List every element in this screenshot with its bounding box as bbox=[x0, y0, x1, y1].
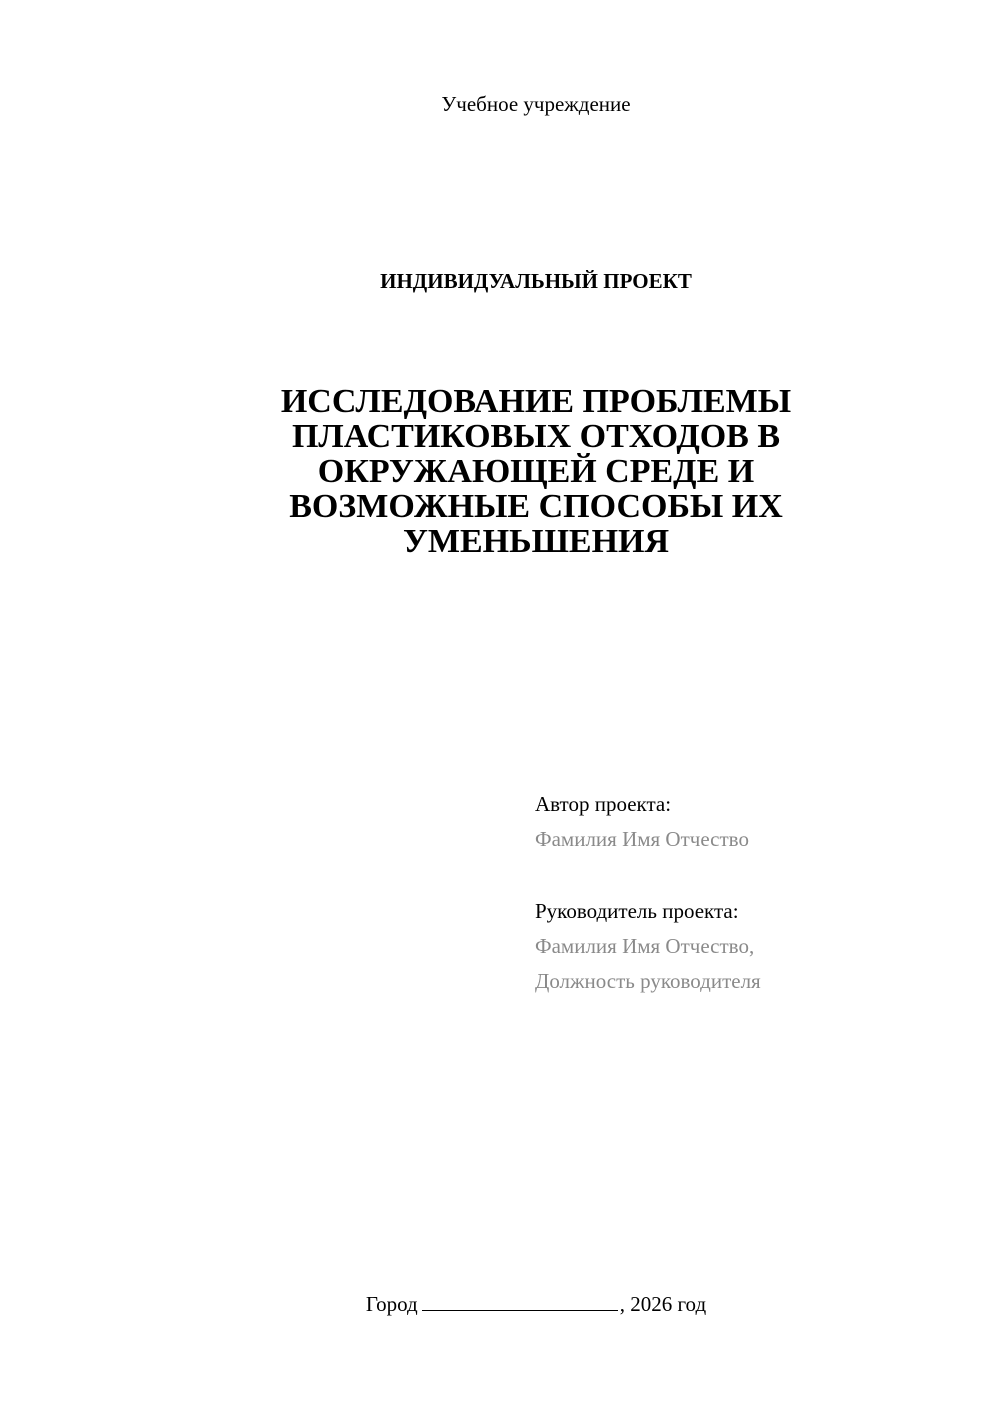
author-block bbox=[535, 787, 749, 857]
project-title-line: ПЛАСТИКОВЫХ ОТХОДОВ В bbox=[291, 418, 781, 455]
project-title-line: УМЕНЬШЕНИЯ bbox=[402, 523, 670, 560]
supervisor-block bbox=[535, 894, 761, 999]
project-title-line: ИССЛЕДОВАНИЕ ПРОБЛЕМЫ bbox=[280, 383, 792, 420]
project-title-line: ВОЗМОЖНЫЕ СПОСОБЫ ИХ bbox=[289, 488, 783, 525]
document-type: ИНДИВИДУАЛЬНЫЙ ПРОЕКТ bbox=[380, 269, 692, 293]
supervisor-label: Руководитель проекта: bbox=[535, 899, 739, 923]
author-label: Автор проекта: bbox=[535, 792, 672, 816]
city-label: Город bbox=[365, 1292, 418, 1316]
footer-city-year bbox=[0, 1290, 1000, 1317]
project-title-line: ОКРУЖАЮЩЕЙ СРЕДЕ И bbox=[317, 453, 755, 490]
author-name-placeholder: Фамилия Имя Отчество bbox=[535, 827, 749, 851]
supervisor-position-placeholder: Должность руководителя bbox=[535, 969, 761, 993]
year-text: , 2026 год bbox=[619, 1292, 707, 1316]
city-blank-line bbox=[422, 1290, 618, 1311]
project-title bbox=[200, 384, 872, 559]
supervisor-name-placeholder: Фамилия Имя Отчество, bbox=[535, 934, 755, 958]
institution-name: Учебное учреждение bbox=[441, 92, 631, 116]
